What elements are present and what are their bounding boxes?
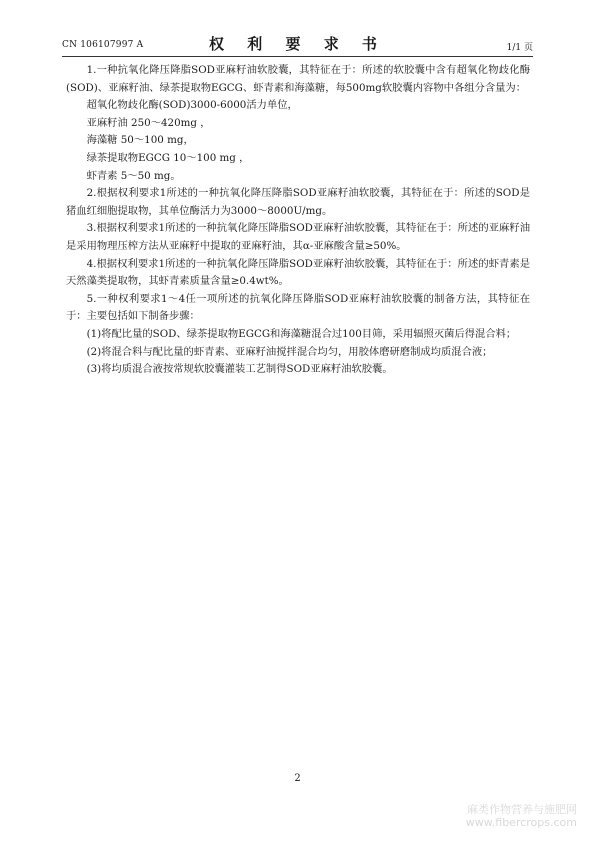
claim-3: 3.根据权利要求1所述的一种抗氧化降压降脂SOD亚麻籽油软胶囊，其特征在于：所述的亚麻籽油是采用物理压榨方法从亚麻籽中提取的亚麻籽油，其α-亚麻酸含量≥50%。: [66, 222, 530, 252]
claim-1-item: 虾青素 5～50 mg。: [86, 169, 181, 182]
watermark-text: 麻类作物营养与施肥网: [467, 803, 577, 816]
publication-number: CN 106107997 A: [62, 40, 144, 50]
claim-1-item: 海藻糖 50～100 mg，: [86, 134, 194, 147]
claims-body: [66, 62, 530, 379]
claim-5-step: (1)将配比量的SOD、绿茶提取物EGCG和海藻糖混合过100目筛，采用辐照灭菌后得混合料；: [86, 327, 517, 340]
claim-1-item: 超氧化物歧化酶(SOD)3000-6000活力单位，: [86, 99, 298, 112]
page-number: 2: [294, 773, 301, 784]
claim-5-intro: 5.一种权利要求1～4任一项所述的抗氧化降压降脂SOD亚麻籽油软胶囊的制备方法，其特征在于：主要包括如下制备步骤：: [66, 292, 530, 323]
claim-1-item: 绿茶提取物EGCG 10～100 mg ，: [86, 151, 250, 164]
claim-2: 2.根据权利要求1所述的一种抗氧化降压降脂SOD亚麻籽油软胶囊，其特征在于：所述的SOD是猪血红细胞提取物，其单位酶活力为3000～8000U/mg。: [66, 187, 530, 217]
claim-1-item: 亚麻籽油 250～420mg ，: [86, 116, 211, 129]
page-indicator: 1/1 页: [506, 43, 533, 53]
claim-5-step: (2)将混合料与配比量的虾青素、亚麻籽油搅拌混合均匀，用胶体磨研磨制成均质混合液；: [86, 345, 493, 358]
claim-4: 4.根据权利要求1所述的一种抗氧化降压降脂SOD亚麻籽油软胶囊，其特征在于：所述的虾青素是天然藻类提取物，其虾青素质量含量≥0.4wt%。: [66, 257, 530, 288]
document-title: 权 利 要 求 书: [209, 35, 386, 53]
header-divider: [62, 56, 533, 57]
claim-1-intro: 1.一种抗氧化降压降脂SOD亚麻籽油软胶囊，其特征在于：所述的软胶囊中含有超氧化物歧化酶(SOD)、亚麻籽油、绿茶提取物EGCG、虾青素和海藻糖，每500mg软胶囊内容物中各组分含量为：: [66, 64, 530, 94]
claim-5-step: (3)将均质混合液按常规软胶囊灌装工艺制得SOD亚麻籽油软胶囊。: [86, 363, 393, 376]
document-header: [62, 33, 533, 53]
watermark: [466, 803, 577, 829]
watermark-url: www.fibercrops.com: [465, 816, 577, 829]
